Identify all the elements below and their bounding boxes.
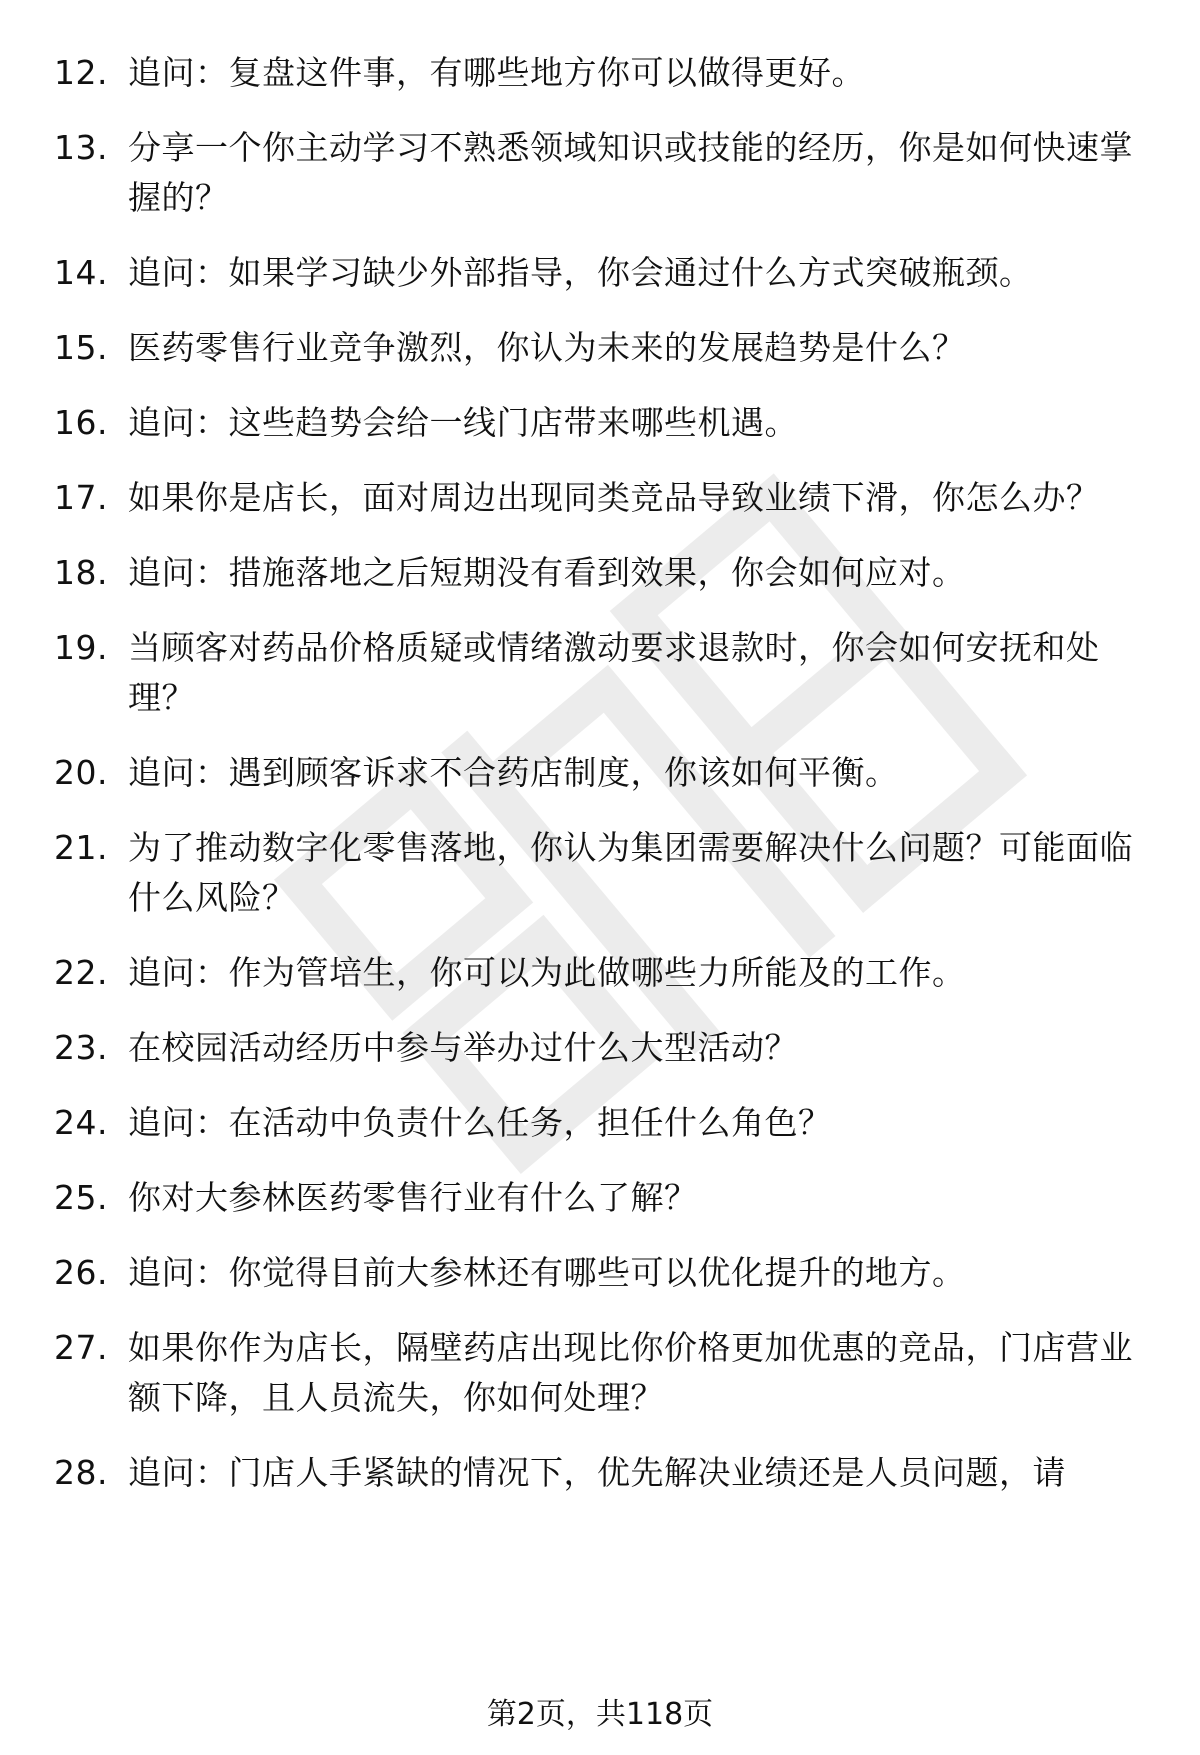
question-text: 追问：在活动中负责什么任务，担任什么角色？: [128, 1103, 832, 1142]
question-number: 13.: [54, 128, 108, 167]
question-number: 18.: [54, 553, 108, 592]
list-item: [0, 948, 1200, 998]
question-number: 22.: [54, 953, 108, 992]
question-number: 25.: [54, 1178, 108, 1217]
question-text: 追问：措施落地之后短期没有看到效果，你会如何应对。: [128, 553, 966, 592]
question-number: 12.: [54, 53, 108, 92]
question-list: [0, 48, 1200, 1523]
list-item: [0, 1173, 1200, 1223]
list-item: [0, 1248, 1200, 1298]
question-number: 16.: [54, 403, 108, 442]
question-text: 追问：门店人手紧缺的情况下，优先解决业绩还是人员问题，请: [128, 1453, 1066, 1492]
question-number: 24.: [54, 1103, 108, 1142]
question-text: 追问：复盘这件事，有哪些地方你可以做得更好。: [128, 53, 865, 92]
list-item: [0, 1098, 1200, 1148]
question-number: 26.: [54, 1253, 108, 1292]
question-number: 23.: [54, 1028, 108, 1067]
list-item: [0, 1448, 1200, 1498]
question-number: 27.: [54, 1328, 108, 1367]
question-text: 当顾客对药品价格质疑或情绪激动要求退款时，你会如何安抚和处理？: [128, 628, 1100, 717]
list-item: [0, 248, 1200, 298]
question-number: 15.: [54, 328, 108, 367]
question-number: 20.: [54, 753, 108, 792]
question-number: 14.: [54, 253, 108, 292]
question-text: 为了推动数字化零售落地，你认为集团需要解决什么问题？可能面临什么风险？: [128, 828, 1133, 917]
question-number: 19.: [54, 628, 108, 667]
list-item: [0, 623, 1200, 723]
list-item: [0, 1023, 1200, 1073]
list-item: [0, 123, 1200, 223]
list-item: [0, 473, 1200, 523]
question-text: 追问：如果学习缺少外部指导，你会通过什么方式突破瓶颈。: [128, 253, 1033, 292]
question-text: 医药零售行业竞争激烈，你认为未来的发展趋势是什么？: [128, 328, 966, 367]
question-text: 在校园活动经历中参与举办过什么大型活动？: [128, 1028, 798, 1067]
question-text: 追问：你觉得目前大参林还有哪些可以优化提升的地方。: [128, 1253, 966, 1292]
question-text: 如果你作为店长，隔壁药店出现比你价格更加优惠的竞品，门店营业额下降，且人员流失，你如何处理？: [128, 1328, 1133, 1417]
list-item: [0, 548, 1200, 598]
question-number: 17.: [54, 478, 108, 517]
list-item: [0, 323, 1200, 373]
list-item: [0, 748, 1200, 798]
question-text: 追问：作为管培生，你可以为此做哪些力所能及的工作。: [128, 953, 966, 992]
list-item: [0, 398, 1200, 448]
question-text: 分享一个你主动学习不熟悉领域知识或技能的经历，你是如何快速掌握的？: [128, 128, 1133, 217]
question-text: 你对大参林医药零售行业有什么了解？: [128, 1178, 698, 1217]
list-item: [0, 48, 1200, 98]
list-item: [0, 1323, 1200, 1423]
question-text: 追问：遇到顾客诉求不合药店制度，你该如何平衡。: [128, 753, 899, 792]
question-number: 28.: [54, 1453, 108, 1492]
list-item: [0, 823, 1200, 923]
question-text: 如果你是店长，面对周边出现同类竞品导致业绩下滑，你怎么办？: [128, 478, 1100, 517]
page-footer: 第2页，共118页: [486, 1697, 714, 1732]
question-number: 21.: [54, 828, 108, 867]
question-text: 追问：这些趋势会给一线门店带来哪些机遇。: [128, 403, 798, 442]
